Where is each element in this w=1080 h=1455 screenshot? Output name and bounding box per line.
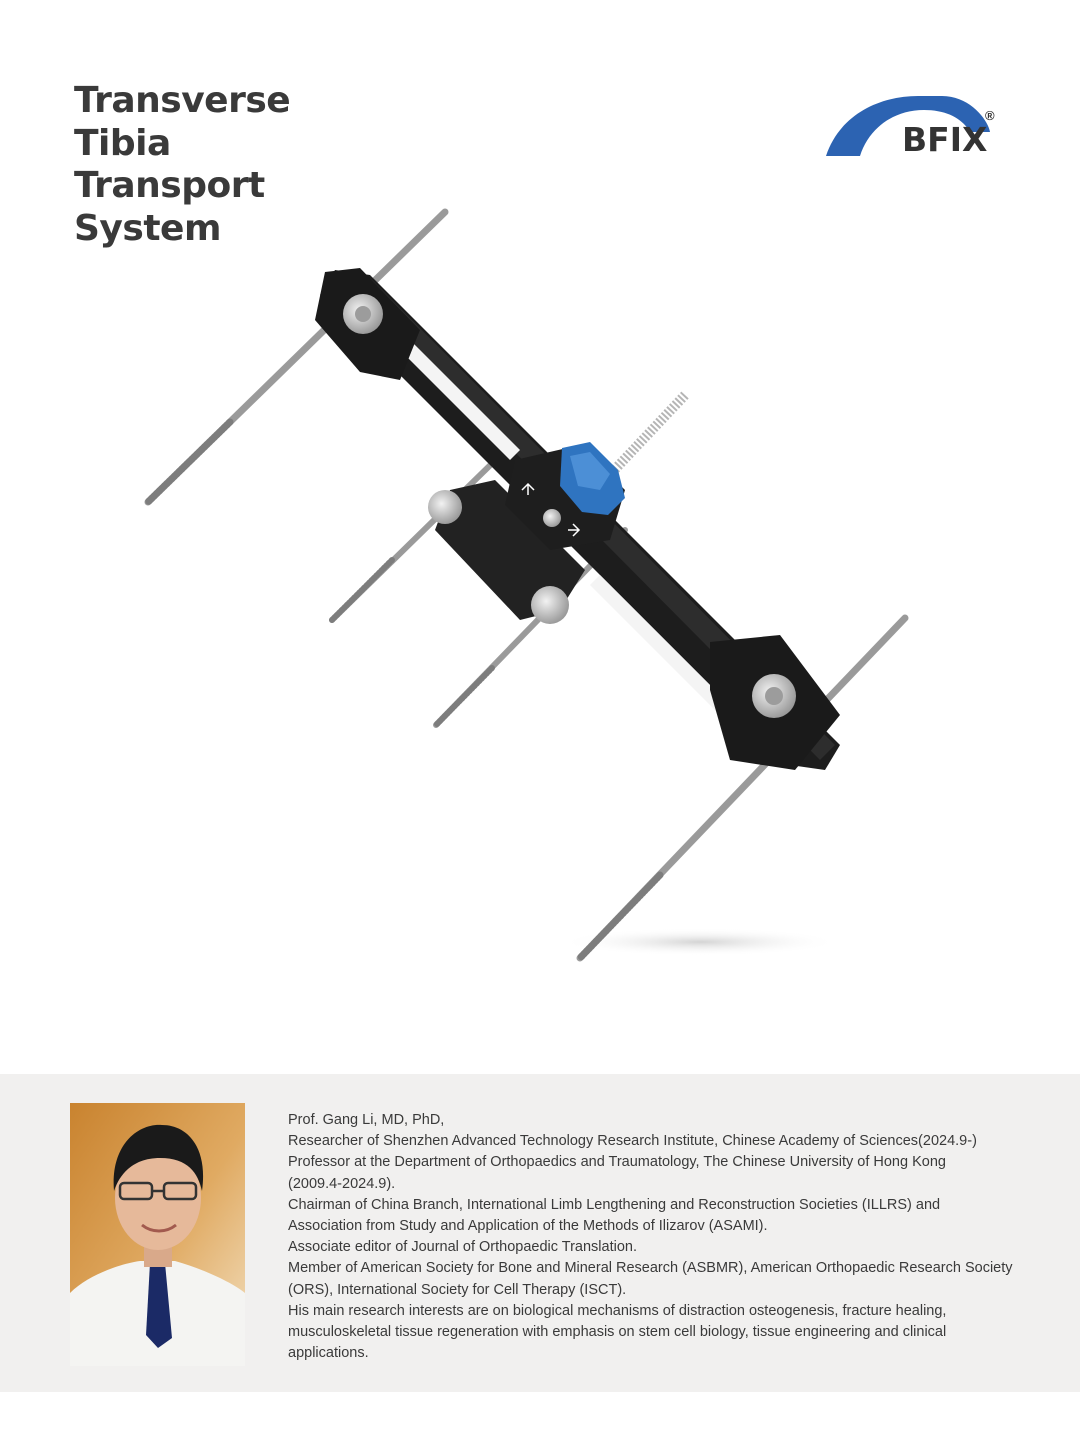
bio-line: Associate editor of Journal of Orthopaedic Translation. xyxy=(288,1239,637,1256)
bio-line: His main research interests are on biological mechanisms of distraction osteogenesis, fracture healing, musculoskeletal tissue regeneration with emphasis on stem cell biology, tissue engineering and clinical applications. xyxy=(288,1302,947,1362)
author-bio-section xyxy=(0,1074,1080,1392)
title-line: Tibia xyxy=(74,122,171,164)
title-line: System xyxy=(74,207,221,249)
bio-line: Researcher of Shenzhen Advanced Technology Research Institute, Chinese Academy of Sciences(2024.9-) xyxy=(288,1133,977,1150)
tibia-transport-device-illustration xyxy=(120,190,940,990)
bio-line: Chairman of China Branch, International Limb Lengthening and Reconstruction Societies (ILLRS) and Association from Study and Application of the Methods of Ilizarov (ASAMI). xyxy=(288,1196,941,1235)
bio-line: Professor at the Department of Orthopaedics and Traumatology, The Chinese University of Hong Kong (2009.4-2024.9). xyxy=(288,1154,946,1192)
author-portrait xyxy=(70,1103,245,1366)
logo-text: BFIX xyxy=(902,120,988,159)
author-bio-text xyxy=(288,1110,1048,1364)
bfix-logo xyxy=(820,92,1005,164)
bio-line: Prof. Gang Li, MD, PhD, xyxy=(288,1112,445,1128)
registered-mark: ® xyxy=(985,108,995,123)
end-clamp xyxy=(315,268,420,380)
bio-line: Member of American Society for Bone and Mineral Research (ASBMR), American Orthopaedic Research Society (ORS), International Society for Cell Therapy (ISCT). xyxy=(288,1260,1013,1298)
title-line: Transport xyxy=(74,165,265,206)
title-line: Transverse xyxy=(74,80,291,121)
